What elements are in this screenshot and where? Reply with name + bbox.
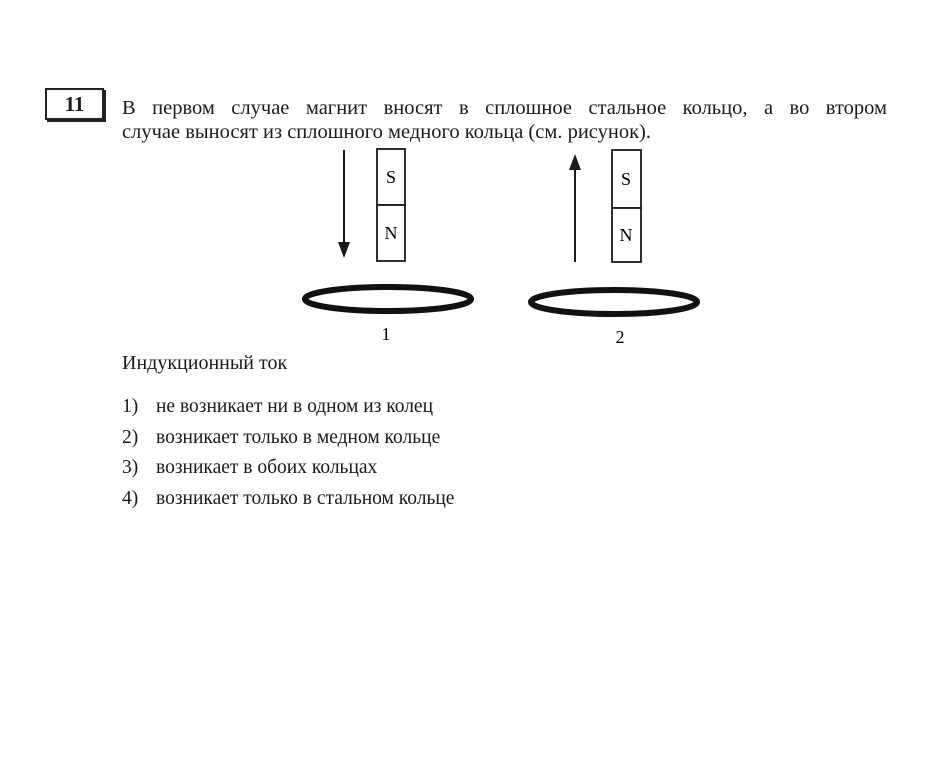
magnet-1: [377, 149, 405, 261]
question-stem-line-1: В первом случае магнит вносят в сплошное стальное кольцо, а во втором: [122, 97, 887, 119]
magnet-1-top-pole: S: [385, 167, 397, 187]
magnet-rings-figure: [290, 146, 710, 356]
answer-option: [122, 427, 454, 458]
option-number: 3): [122, 457, 139, 478]
ring-1-label: 1: [381, 324, 391, 344]
option-text: не возникает ни в одном из колец: [156, 396, 434, 417]
arrow-up-icon: [569, 154, 581, 262]
answer-options: [122, 396, 454, 518]
question-stem: [122, 96, 887, 144]
magnet-2-top-pole: S: [620, 169, 632, 189]
answer-prompt: Индукционный ток: [122, 352, 288, 374]
question-number-box: [45, 88, 104, 120]
ring-2-label: 2: [615, 327, 625, 347]
answer-option: [122, 488, 454, 519]
ring-1-steel: [305, 287, 471, 311]
option-text: возникает в обоих кольцах: [156, 457, 378, 478]
option-number: 4): [122, 487, 139, 509]
ring-2-copper: [531, 290, 697, 314]
magnet-2: [612, 150, 641, 262]
option-number: 1): [122, 396, 139, 417]
question-number: 11: [64, 91, 85, 116]
option-text: возникает только в медном кольце: [156, 426, 441, 448]
arrow-down-icon: [338, 150, 350, 258]
magnet-2-bottom-pole: N: [619, 225, 633, 245]
answer-option: [122, 457, 454, 488]
answer-option: [122, 396, 454, 427]
magnet-1-bottom-pole: N: [384, 223, 398, 243]
option-number: 2): [122, 426, 139, 448]
option-text: возникает только в стальном кольце: [156, 487, 455, 509]
question-stem-line-2: случае выносят из сплошного медного кольца (см. рисунок).: [122, 121, 652, 143]
